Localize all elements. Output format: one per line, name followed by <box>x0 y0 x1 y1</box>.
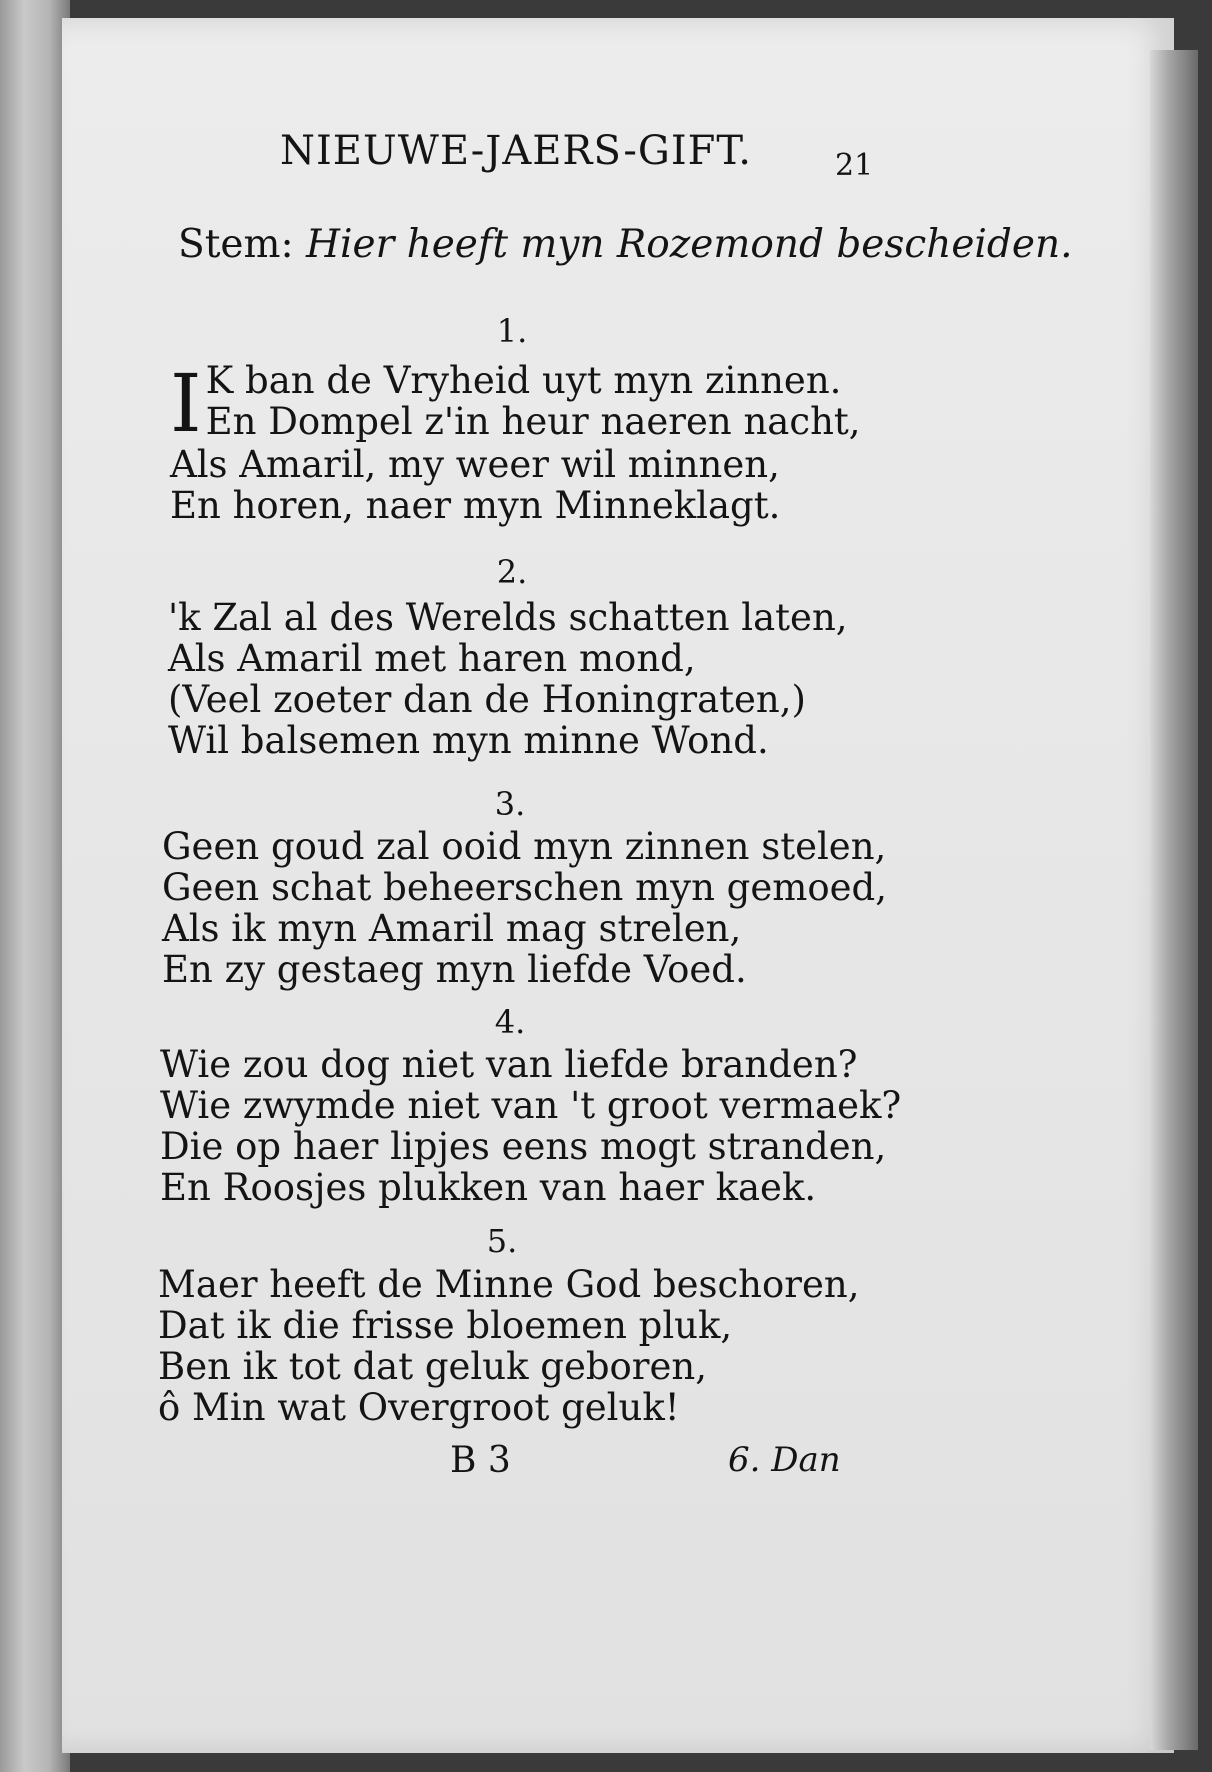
verse-line: Ben ik tot dat geluk geboren, <box>158 1345 707 1388</box>
verse-line: Dat ik die frisse bloemen pluk, <box>158 1304 733 1347</box>
verse-line: Als ik myn Amaril mag strelen, <box>162 907 742 950</box>
verse-line: Die op haer lipjes eens mogt stranden, <box>160 1125 887 1168</box>
page-number: 21 <box>835 148 874 183</box>
verse-line: Geen goud zal ooid myn zinnen stelen, <box>162 825 887 868</box>
stanza <box>170 357 861 527</box>
verse-line: Wil balsemen myn minne Wond. <box>168 719 769 762</box>
verse-line: En zy gestaeg myn liefde Voed. <box>162 948 747 991</box>
stanza <box>162 826 887 990</box>
page-edge-shadow <box>1150 50 1198 1750</box>
adjacent-page-edge <box>0 0 70 1772</box>
stanza <box>168 597 848 761</box>
stanza <box>158 1264 859 1428</box>
stanza-number: 4. <box>494 1003 526 1041</box>
verse-line: ô Min wat Overgroot geluk! <box>158 1386 680 1429</box>
verse-line: En Dompel z'in heur naeren nacht, <box>205 400 861 443</box>
signature-mark: B 3 <box>450 1440 511 1481</box>
drop-cap: I <box>170 357 202 450</box>
stanza-number: 2. <box>496 553 528 591</box>
verse-line: Als Amaril, my weer wil minnen, <box>170 443 780 486</box>
verse-line: Geen schat beheerschen myn gemoed, <box>162 866 887 909</box>
catchword: 6. Dan <box>728 1440 841 1480</box>
verse-line: K ban de Vryheid uyt myn zinnen. <box>205 359 842 402</box>
verse-line: Wie zou dog niet van liefde branden? <box>160 1043 858 1086</box>
stanza-number: 1. <box>496 312 528 350</box>
verse-line: 'k Zal al des Werelds schatten laten, <box>168 596 848 639</box>
tune-title: Hier heeft myn Rozemond bescheiden. <box>306 222 1073 267</box>
verse-line: (Veel zoeter dan de Honingraten,) <box>168 678 806 721</box>
tune-label: Stem: <box>178 222 294 267</box>
stanza <box>160 1044 901 1208</box>
verse-line: Maer heeft de Minne God beschoren, <box>158 1263 860 1306</box>
verse-line: En Roosjes plukken van haer kaek. <box>160 1166 817 1209</box>
stanza-number: 3. <box>494 785 526 823</box>
running-head: NIEUWE-JAERS-GIFT. <box>280 128 752 174</box>
stanza-number: 5. <box>486 1222 518 1260</box>
verse-line: Als Amaril met haren mond, <box>168 637 696 680</box>
verse-line: En horen, naer myn Minneklagt. <box>170 484 781 527</box>
verse-line: Wie zwymde niet van 't groot vermaek? <box>160 1084 902 1127</box>
tune-indication <box>178 222 1072 267</box>
